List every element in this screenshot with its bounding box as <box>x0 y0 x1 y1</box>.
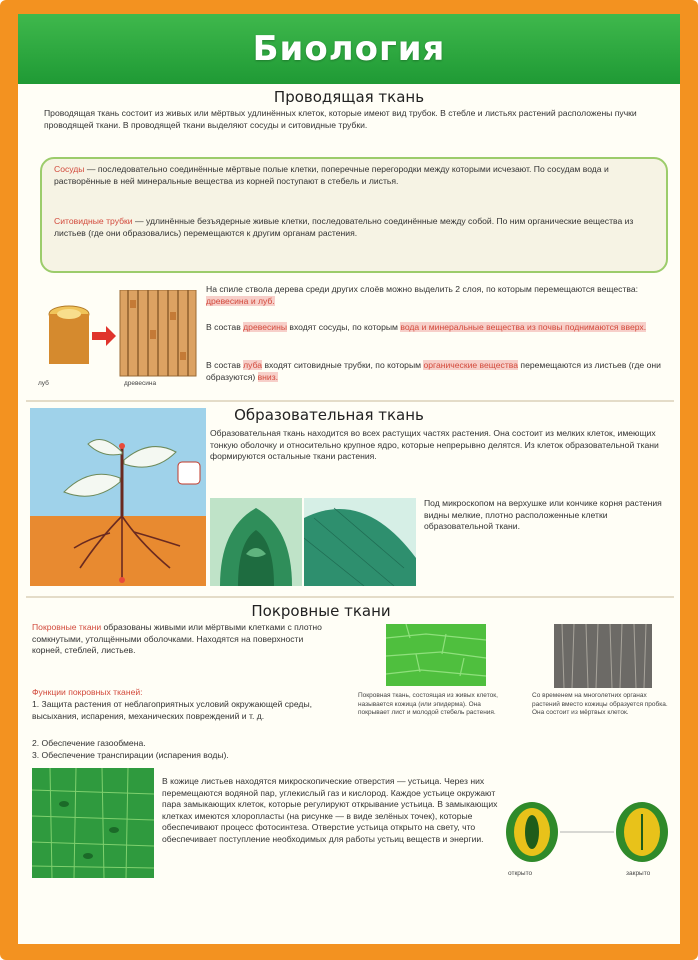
caption-bast: луб <box>38 380 49 387</box>
vessels-term: Сосуды <box>54 164 85 174</box>
function-item: 3. Обеспечение транспирации (испарения воды). <box>32 750 229 760</box>
stoma-closed-caption: закрыто <box>626 870 651 877</box>
trunk-layers-hl: древесина и луб. <box>206 295 275 306</box>
stomata-diagram <box>502 800 672 870</box>
page-title: Биология <box>252 29 446 69</box>
plant-diagram <box>30 408 206 586</box>
educational-text: Образовательная ткань находится во всех растущих частях растения. Она состоит из мелких клеток, имеющих тонкую оболочку и относительно крупное ядро, которые непрерывно делятся. Из клеток образовательной ткани формируются остальные ткани растения. <box>210 428 659 462</box>
title-bar <box>18 14 680 84</box>
caption-wood: древесина <box>124 380 157 387</box>
stomata-text: В кожице листьев находятся микроскопические отверстия — устьица. Через них перемещаются водяной пар, углекислый газ и кислород. Каждое устьице окружают пара замыкающих клеток, которые регулируют открывание устьица. В замыкающих клетках имеются хлоропласты (на рисунке — в виде зелёных точек), которые обеспечивают процесс фотосинтеза. Отверстие устьица открыто на свету, что обеспечивает поступление необходимых для работы устьиц веществ и энергии. <box>162 776 498 844</box>
functions-title: Функции покровных тканей: <box>32 687 143 697</box>
trunk-layers-text <box>206 284 666 307</box>
bast-a: В состав <box>206 360 244 370</box>
section-title-educational: Образовательная ткань <box>234 406 424 424</box>
bast-hl3: вниз. <box>257 371 279 382</box>
microscope-text: Под микроскопом на верхушке или кончике корня растения видны мелкие, плотно расположенные клетки образовательной ткани. <box>424 498 662 532</box>
integumentary-intro-hl: Покровные ткани <box>32 622 102 632</box>
function-item: 1. Защита растения от неблагоприятных условий окружающей среды, высыхания, испарения, механических повреждений и т. д. <box>32 699 313 721</box>
cork-caption: Со временем на многолетних органах растений вместо кожицы образуется пробка. Она состоит из мёртвых клеток. <box>532 692 668 716</box>
section-title-conducting: Проводящая ткань <box>273 88 425 106</box>
epidermis-micrograph <box>386 624 486 686</box>
vessels-text: — последовательно соединённые мёртвые полые клетки, поперечные перегородки между которыми исчезают. По сосудам вода и растворённые в ней минеральные вещества из корней поступают в стебель и листья. <box>54 164 609 186</box>
wood-hl2: вода и минеральные вещества из почвы поднимаются вверх. <box>400 322 647 332</box>
stoma-open-caption: открыто <box>508 870 533 877</box>
bast-text <box>206 360 666 383</box>
vessels-definition <box>54 164 658 187</box>
sieve-text: — удлинённые безъядерные живые клетки, последовательно соединённые между собой. По ним органические вещества из листьев (где они образовались) перемещаются к другим органам растения. <box>54 216 634 238</box>
sieve-definition <box>54 216 658 239</box>
section-title-integumentary: Покровные ткани <box>251 602 391 620</box>
wood-a: В состав <box>206 322 244 332</box>
leaf-epidermis-micrograph <box>32 768 154 878</box>
function-item: 2. Обеспечение газообмена. <box>32 738 146 748</box>
wood-text <box>206 322 666 334</box>
trunk-illustration <box>36 290 204 394</box>
section-divider <box>26 400 674 402</box>
root-tip-micrograph <box>304 498 416 586</box>
bast-c: перемещаются из листьев (где они образуются) <box>206 360 661 382</box>
section-divider <box>26 596 674 598</box>
sieve-term: Ситовидные трубки <box>54 216 133 226</box>
bast-hl2: органические вещества <box>423 360 519 370</box>
integumentary-intro-text: образованы живыми или мёртвыми клетками с плотно сомкнутыми, утолщёнными оболочками. Находятся на поверхности корней, стеблей, листьев. <box>32 622 322 656</box>
epidermis-caption: Покровная ткань, состоящая из живых клеток, называется кожица (или эпидерма). Она покрывает лист и молодой стебель растения. <box>358 692 498 716</box>
cork-micrograph <box>554 624 652 688</box>
integumentary-intro <box>32 622 328 657</box>
trunk-layers-a: На спиле ствола дерева среди других слоёв можно выделить 2 слоя, по которым перемещаются вещества: <box>206 284 639 294</box>
wood-b: входят сосуды, по которым <box>287 322 401 332</box>
bast-hl1: луба <box>243 360 263 370</box>
conducting-intro: Проводящая ткань состоит из живых или мёртвых удлинённых клеток, которые имеют вид трубок. В стебле и листьях растений расположены пучки проводящей ткани. В проводящей ткани выделяют сосуды и ситовидные трубки. <box>44 108 637 130</box>
wood-hl1: древесины <box>243 322 288 332</box>
bast-b: входят ситовидные трубки, по которым <box>262 360 424 370</box>
apical-meristem-micrograph <box>210 498 302 586</box>
